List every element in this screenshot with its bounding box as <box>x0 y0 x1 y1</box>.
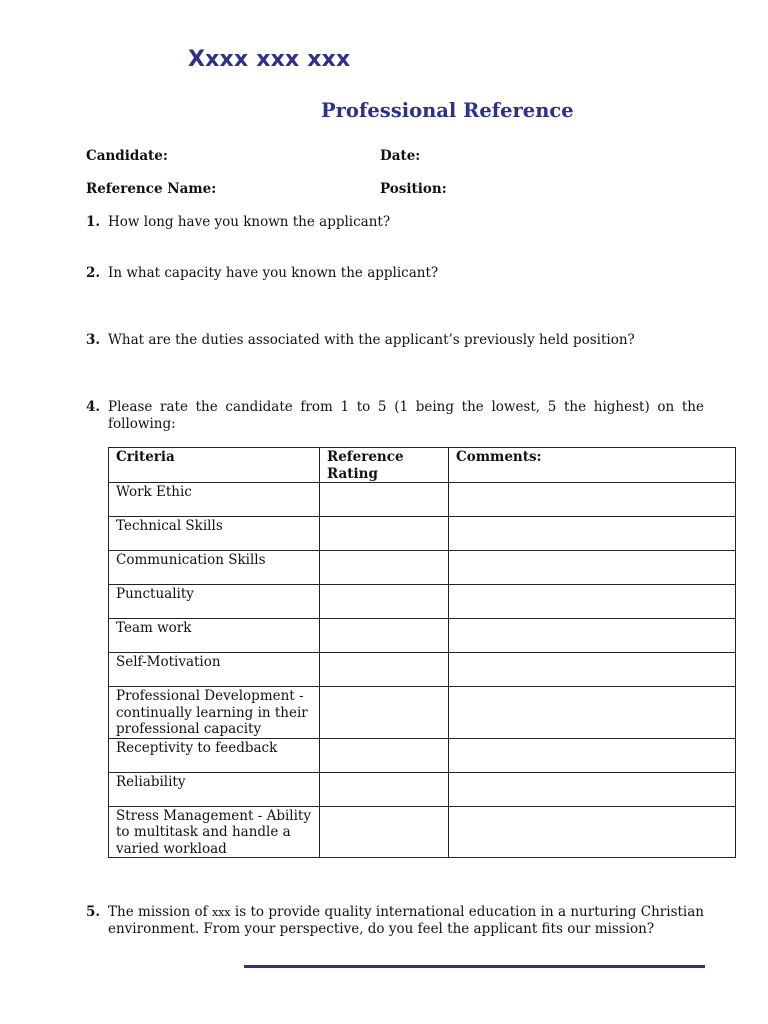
criteria-cell: Punctuality <box>109 585 320 619</box>
criteria-cell: Technical Skills <box>109 517 320 551</box>
question-text: In what capacity have you known the applicant? <box>108 265 439 281</box>
comments-cell[interactable] <box>449 687 736 739</box>
criteria-cell: Self-Motivation <box>109 653 320 687</box>
organization-name: Xxxx xxx xxx <box>188 47 351 72</box>
table-row <box>109 687 736 739</box>
comments-cell[interactable] <box>449 483 736 517</box>
question-text-start: The mission of <box>108 904 212 920</box>
comments-cell[interactable] <box>449 738 736 772</box>
comments-cell[interactable] <box>449 806 736 858</box>
candidate-label: Candidate: <box>86 148 168 164</box>
question-number: 2. <box>86 265 101 281</box>
criteria-cell: Reliability <box>109 772 320 806</box>
organization-placeholder: xxx <box>211 906 231 919</box>
reference-name-label: Reference Name: <box>86 181 217 197</box>
date-label: Date: <box>380 148 421 164</box>
question-text <box>108 904 704 938</box>
table-row <box>109 653 736 687</box>
question-3 <box>86 332 704 349</box>
table-row <box>109 619 736 653</box>
position-label: Position: <box>380 181 447 197</box>
table-row <box>109 483 736 517</box>
comments-cell[interactable] <box>449 551 736 585</box>
criteria-cell: Team work <box>109 619 320 653</box>
criteria-cell: Receptivity to feedback <box>109 738 320 772</box>
rating-table <box>108 447 736 858</box>
rating-cell[interactable] <box>320 687 449 739</box>
question-number: 1. <box>86 214 101 230</box>
criteria-cell: Professional Development - continually learning in their professional capacity <box>109 687 320 739</box>
question-text-end: is to provide quality international education in a nurturing Christian environment. From your perspective, do you feel the applicant fits our mission? <box>108 904 704 937</box>
question-4 <box>86 399 704 433</box>
question-text: What are the duties associated with the applicant’s previously held position? <box>108 332 635 348</box>
rating-cell[interactable] <box>320 772 449 806</box>
question-text: Please rate the candidate from 1 to 5 (1 being the lowest, 5 the highest) on the following: <box>108 399 704 432</box>
question-text: How long have you known the applicant? <box>108 214 391 230</box>
table-row <box>109 585 736 619</box>
table-header-row <box>109 448 736 483</box>
rating-cell[interactable] <box>320 619 449 653</box>
rating-cell[interactable] <box>320 585 449 619</box>
criteria-cell: Stress Management - Ability to multitask and handle a varied workload <box>109 806 320 858</box>
rating-cell[interactable] <box>320 738 449 772</box>
question-5 <box>86 904 704 938</box>
comments-cell[interactable] <box>449 653 736 687</box>
table-row <box>109 738 736 772</box>
document-title: Professional Reference <box>321 99 574 122</box>
table-row <box>109 772 736 806</box>
comments-header: Comments: <box>449 448 736 483</box>
table-row <box>109 551 736 585</box>
rating-cell[interactable] <box>320 806 449 858</box>
answer-line-divider <box>244 965 705 968</box>
question-number: 4. <box>86 399 101 415</box>
question-1 <box>86 214 704 231</box>
criteria-cell: Work Ethic <box>109 483 320 517</box>
question-2 <box>86 265 704 282</box>
criteria-cell: Communication Skills <box>109 551 320 585</box>
question-number: 5. <box>86 904 101 920</box>
rating-cell[interactable] <box>320 483 449 517</box>
comments-cell[interactable] <box>449 517 736 551</box>
comments-cell[interactable] <box>449 619 736 653</box>
criteria-header: Criteria <box>109 448 320 483</box>
rating-cell[interactable] <box>320 551 449 585</box>
rating-cell[interactable] <box>320 653 449 687</box>
table-row <box>109 806 736 858</box>
question-number: 3. <box>86 332 101 348</box>
reference-rating-header: Reference Rating <box>320 448 449 483</box>
comments-cell[interactable] <box>449 585 736 619</box>
comments-cell[interactable] <box>449 772 736 806</box>
table-row <box>109 517 736 551</box>
rating-cell[interactable] <box>320 517 449 551</box>
